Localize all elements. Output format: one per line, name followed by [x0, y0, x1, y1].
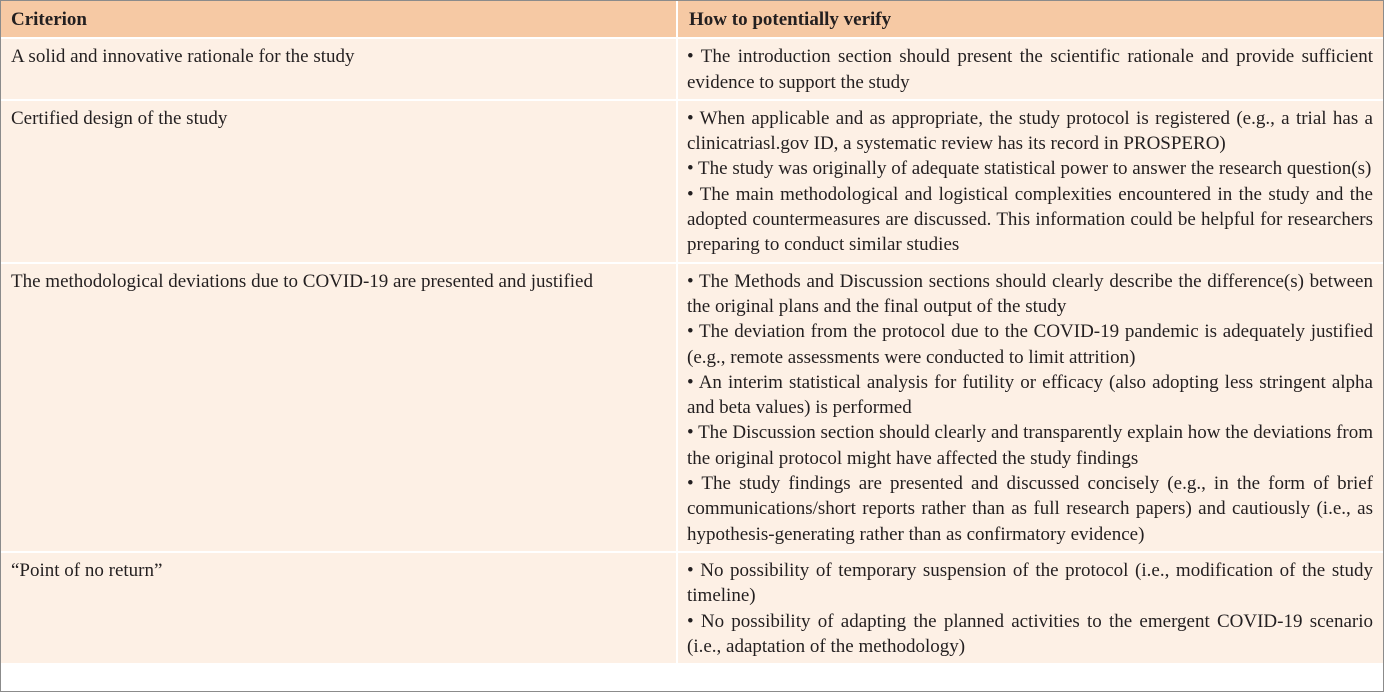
verify-bullet: • The deviation from the protocol due to the COVID-19 pandemic is adequately justified (e.g., remote assessments were conducted to limit attrition) [687, 321, 1373, 368]
table-row [0, 100, 1383, 263]
header-criterion: Criterion [11, 9, 87, 30]
header-how-to-verify: How to potentially verify [677, 0, 1383, 38]
criterion-cell: A solid and innovative rationale for the study [0, 38, 677, 100]
verify-bullet: • No possibility of adapting the planned activities to the emergent COVID-19 scenario (i.e., adaptation of the methodology) [687, 610, 1373, 657]
criterion-cell: Certified design of the study [0, 100, 677, 263]
verify-cell [677, 263, 1383, 552]
verify-bullet: • An interim statistical analysis for futility or efficacy (also adopting less stringent alpha and beta values) is performed [687, 371, 1373, 419]
verify-cell [677, 100, 1383, 263]
verify-bullet: • The introduction section should present the scientific rationale and provide sufficient evidence to support the study [687, 46, 1373, 93]
verify-bullet: • The study findings are presented and discussed concisely (e.g., in the form of brief communications/short reports rather than as full research papers) and cautiously (i.e., as hypothesis-generating rather than as confirmatory evidence) [687, 473, 1373, 545]
verify-cell [677, 38, 1383, 100]
table-header [0, 0, 1383, 38]
verify-bullet: • When applicable and as appropriate, the study protocol is registered (e.g., a trial has a clinicatriasl.gov ID, a systematic review has its record in PROSPERO) [687, 107, 1373, 155]
verify-bullet: • The Discussion section should clearly and transparently explain how the deviations from the original protocol might have affected the study findings [687, 422, 1373, 469]
criterion-cell: “Point of no return” [0, 552, 677, 663]
table-row [0, 552, 1383, 663]
verify-bullet: • The study was originally of adequate statistical power to answer the research question(s) [687, 158, 1372, 180]
table-row [0, 263, 1383, 552]
verify-bullet: • The main methodological and logistical complexities encountered in the study and the adopted countermeasures are discussed. This information could be helpful for researchers preparing to conduct similar studies [687, 183, 1373, 256]
verify-bullet: • The Methods and Discussion sections should clearly describe the difference(s) between the original plans and the final output of the study [687, 270, 1373, 317]
table-row [0, 38, 1383, 100]
table-body [0, 38, 1383, 663]
verify-bullet: • No possibility of temporary suspension of the protocol (i.e., modification of the study timeline) [687, 559, 1373, 607]
header-row [0, 0, 1383, 38]
criterion-cell: The methodological deviations due to COVID-19 are presented and justified [0, 263, 677, 552]
verify-cell [677, 552, 1383, 663]
